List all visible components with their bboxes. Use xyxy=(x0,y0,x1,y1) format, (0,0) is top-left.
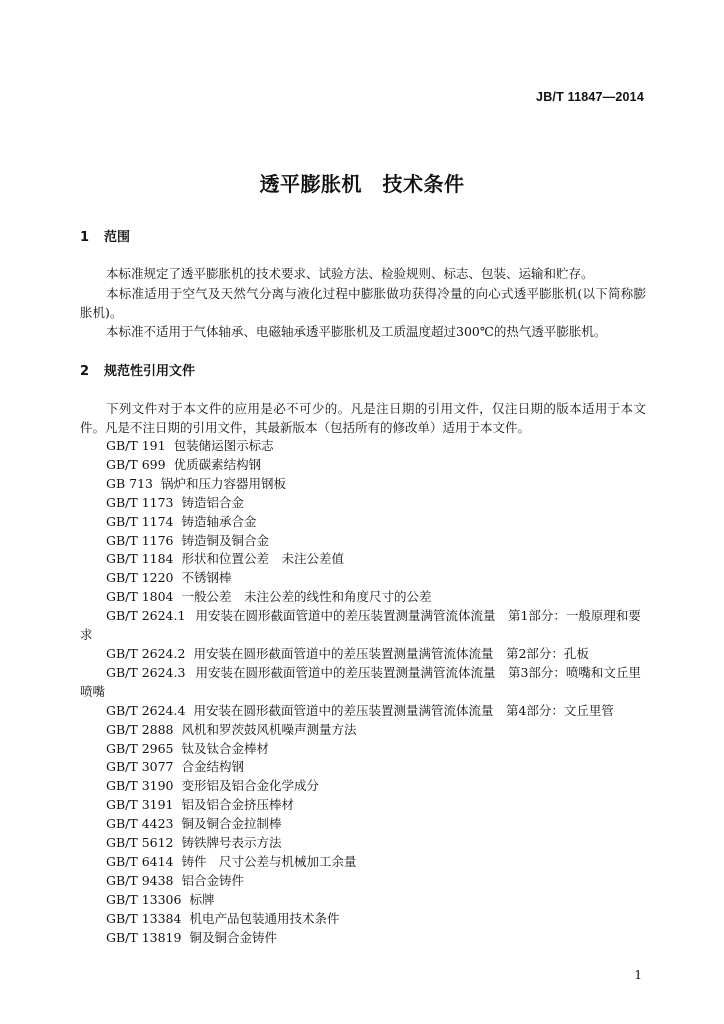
reference-code: GB/T 5612 xyxy=(106,835,174,851)
reference-code: GB/T 1173 xyxy=(106,494,174,510)
reference-item xyxy=(80,550,650,569)
reference-item xyxy=(80,834,650,853)
reference-item xyxy=(80,758,650,777)
reference-item xyxy=(80,777,650,796)
reference-item xyxy=(80,702,650,721)
reference-title: 铝及铝合金挤压棒材 xyxy=(181,797,295,813)
reference-title: 铜及铜合金拉制棒 xyxy=(181,816,282,832)
reference-title: 机电产品包装通用技术条件 xyxy=(189,910,340,926)
section-number: 2 xyxy=(80,364,90,379)
reference-title: 铸造轴承合金 xyxy=(181,513,257,529)
reference-item xyxy=(80,891,650,910)
standard-number: JB/T 11847—2014 xyxy=(536,90,644,104)
reference-item xyxy=(80,645,650,664)
section-1-paragraph-3: 本标准不适用于气体轴承、电磁轴承透平膨胀机及工质温度超过300℃的热气透平膨胀机。 xyxy=(106,324,607,339)
reference-code: GB/T 2624.1 xyxy=(106,608,186,624)
reference-item xyxy=(80,494,650,513)
reference-code: GB/T 6414 xyxy=(106,853,174,869)
reference-code: GB/T 699 xyxy=(106,456,166,472)
reference-item xyxy=(80,910,650,929)
reference-item xyxy=(80,588,650,607)
reference-code: GB/T 13384 xyxy=(106,910,182,926)
section-title: 范围 xyxy=(104,230,131,245)
reference-code: GB 713 xyxy=(106,475,154,491)
reference-code: GB/T 13306 xyxy=(106,891,182,907)
reference-code: GB/T 191 xyxy=(106,438,166,453)
section-2-paragraph-1: 下列文件对于本文件的应用是必不可少的。凡是注日期的引用文件，仅注日期的版本适用于本文件。凡是不注日期的引用文件，其最新版本（包括所有的修改单）适用于本文件。 xyxy=(80,401,646,435)
reference-code: GB/T 13819 xyxy=(106,929,182,945)
reference-code: GB/T 9438 xyxy=(106,872,174,888)
section-number: 1 xyxy=(80,230,90,245)
reference-title: 标牌 xyxy=(189,891,215,907)
reference-title: 用安装在圆形截面管道中的差压装置测量满管流体流量 第3部分：喷嘴和文丘里喷嘴 xyxy=(80,664,641,699)
reference-title: 钛及钛合金棒材 xyxy=(181,740,270,756)
reference-title: 变形铝及铝合金化学成分 xyxy=(181,778,320,794)
reference-title: 用安装在圆形截面管道中的差压装置测量满管流体流量 第2部分：孔板 xyxy=(193,645,589,661)
reference-code: GB/T 1220 xyxy=(106,570,174,586)
reference-title: 铝合金铸件 xyxy=(181,872,245,888)
reference-code: GB/T 1184 xyxy=(106,551,174,567)
reference-item xyxy=(80,929,650,948)
reference-item xyxy=(80,815,650,834)
reference-code: GB/T 2624.3 xyxy=(106,664,186,680)
reference-item xyxy=(80,796,650,815)
reference-title: 不锈钢棒 xyxy=(181,570,232,586)
section-1-heading xyxy=(80,226,130,245)
section-1-paragraph-1: 本标准规定了透平膨胀机的技术要求、试验方法、检验规则、标志、包装、运输和贮存。 xyxy=(106,266,594,281)
reference-item xyxy=(80,456,650,475)
reference-item xyxy=(80,664,650,702)
reference-code: GB/T 4423 xyxy=(106,816,174,832)
reference-title: 一般公差 未注公差的线性和角度尺寸的公差 xyxy=(181,589,432,605)
section-title: 规范性引用文件 xyxy=(104,364,196,379)
reference-code: GB/T 2624.4 xyxy=(106,702,186,718)
section-2-heading xyxy=(80,360,195,379)
reference-code: GB/T 1176 xyxy=(106,532,174,548)
reference-title: 包装储运图示标志 xyxy=(173,438,274,453)
reference-code: GB/T 2624.2 xyxy=(106,645,186,661)
reference-item xyxy=(80,607,650,645)
reference-item xyxy=(80,475,650,494)
reference-title: 用安装在圆形截面管道中的差压装置测量满管流体流量 第4部分：文丘里管 xyxy=(193,702,614,718)
reference-code: GB/T 3077 xyxy=(106,759,174,775)
reference-code: GB/T 3191 xyxy=(106,797,174,813)
page-number: 1 xyxy=(634,968,642,982)
reference-code: GB/T 2888 xyxy=(106,721,174,737)
reference-title: 铸造铜及铜合金 xyxy=(181,532,270,548)
reference-code: GB/T 2965 xyxy=(106,740,174,756)
reference-code: GB/T 3190 xyxy=(106,778,174,794)
reference-title: 合金结构钢 xyxy=(181,759,245,775)
reference-item xyxy=(80,513,650,532)
normative-references-list xyxy=(80,437,650,947)
reference-title: 铸件 尺寸公差与机械加工余量 xyxy=(181,853,357,869)
reference-title: 优质碳素结构钢 xyxy=(173,456,262,472)
reference-item xyxy=(80,872,650,891)
reference-title: 形状和位置公差 未注公差值 xyxy=(181,551,345,567)
reference-title: 锅炉和压力容器用钢板 xyxy=(161,475,287,491)
reference-item xyxy=(80,853,650,872)
reference-title: 风机和罗茨鼓风机噪声测量方法 xyxy=(181,721,357,737)
reference-title: 铜及铜合金铸件 xyxy=(189,929,277,945)
reference-title: 用安装在圆形截面管道中的差压装置测量满管流体流量 第1部分：一般原理和要求 xyxy=(80,608,641,643)
reference-code: GB/T 1804 xyxy=(106,589,174,605)
reference-title: 铸造铝合金 xyxy=(181,494,245,510)
reference-code: GB/T 1174 xyxy=(106,513,174,529)
reference-title: 铸铁牌号表示方法 xyxy=(181,835,282,851)
reference-item xyxy=(80,437,650,456)
reference-item xyxy=(80,740,650,759)
reference-item xyxy=(80,532,650,551)
document-title: 透平膨胀机 技术条件 xyxy=(259,172,465,196)
reference-item xyxy=(80,721,650,740)
section-1-paragraph-2: 本标准适用于空气及天然气分离与液化过程中膨胀做功获得冷量的向心式透平膨胀机(以下简称膨胀机)。 xyxy=(80,286,646,320)
reference-item xyxy=(80,569,650,588)
